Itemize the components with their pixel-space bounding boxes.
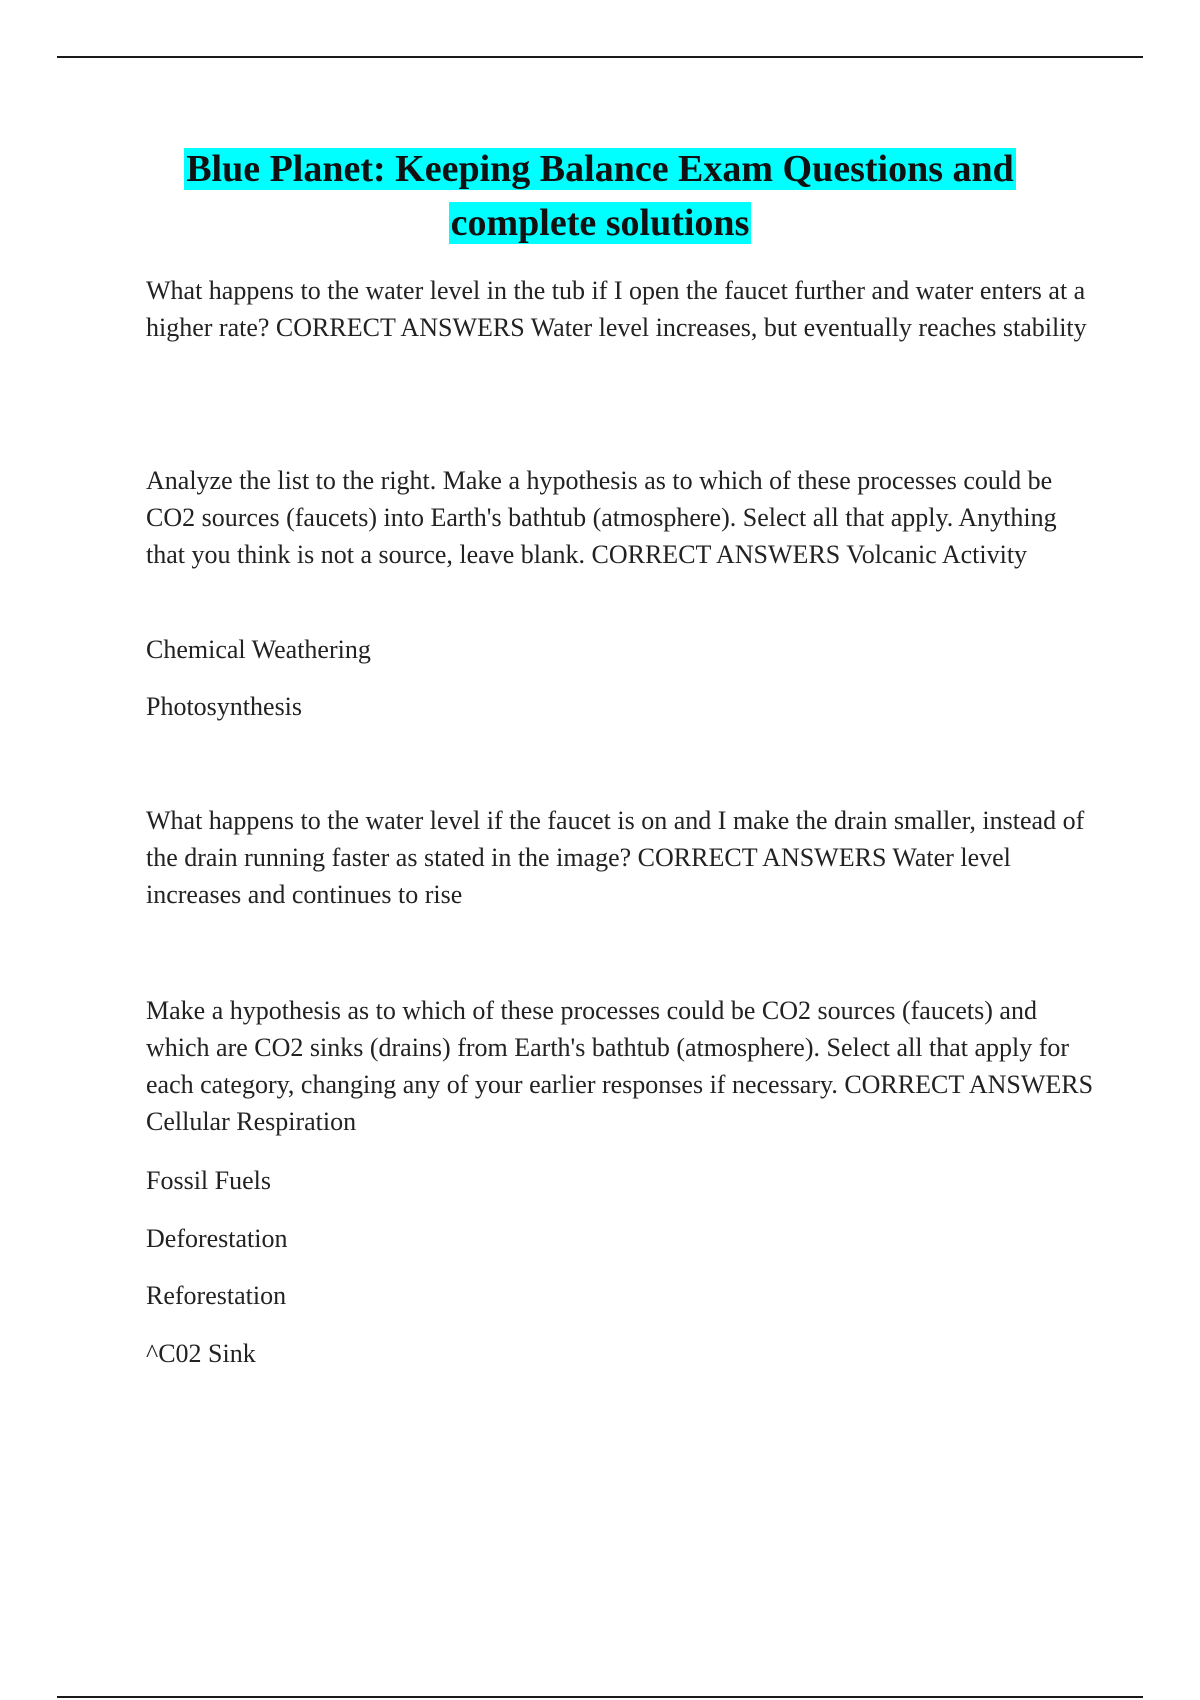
question-2-text: Analyze the list to the right. Make a hypothesis as to which of these processes could be CO2 sources (faucets) into Earth's bathtub (atmosphere). Select all that apply. Anything that you think is not a source, leave blank. CORRECT ANSWERS Volcanic Activity — [146, 466, 1057, 569]
title-line-2: complete solutions — [450, 202, 750, 244]
answer-item: Chemical Weathering — [146, 635, 371, 664]
top-rule — [57, 56, 1143, 58]
question-3-text: What happens to the water level if the faucet is on and I make the drain smaller, instead of the drain running faster as stated in the image? CORRECT ANSWERS Water level increases and continues to rise — [146, 806, 1085, 909]
question-3 — [146, 802, 1096, 913]
question-1 — [146, 272, 1096, 346]
answer-item: Photosynthesis — [146, 692, 303, 721]
question-4-text: Make a hypothesis as to which of these processes could be CO2 sources (faucets) and which are CO2 sinks (drains) from Earth's bathtub (atmosphere). Select all that apply for each category, changing any of your earlier responses if necessary. CORRECT ANSWERS Cellular Respiration — [146, 996, 1094, 1136]
bottom-rule — [57, 1696, 1143, 1698]
answer-item: Deforestation — [146, 1224, 288, 1253]
document-title — [60, 142, 1140, 250]
answer-item: Reforestation — [146, 1281, 287, 1310]
answer-item: Fossil Fuels — [146, 1166, 271, 1195]
question-1-text: What happens to the water level in the tub if I open the faucet further and water enters at a higher rate? CORRECT ANSWERS Water level increases, but eventually reaches stability — [146, 276, 1087, 342]
question-4 — [146, 992, 1096, 1140]
question-2 — [146, 462, 1096, 573]
answer-item: ^C02 Sink — [146, 1339, 256, 1368]
title-line-1: Blue Planet: Keeping Balance Exam Questions and — [186, 148, 1014, 190]
